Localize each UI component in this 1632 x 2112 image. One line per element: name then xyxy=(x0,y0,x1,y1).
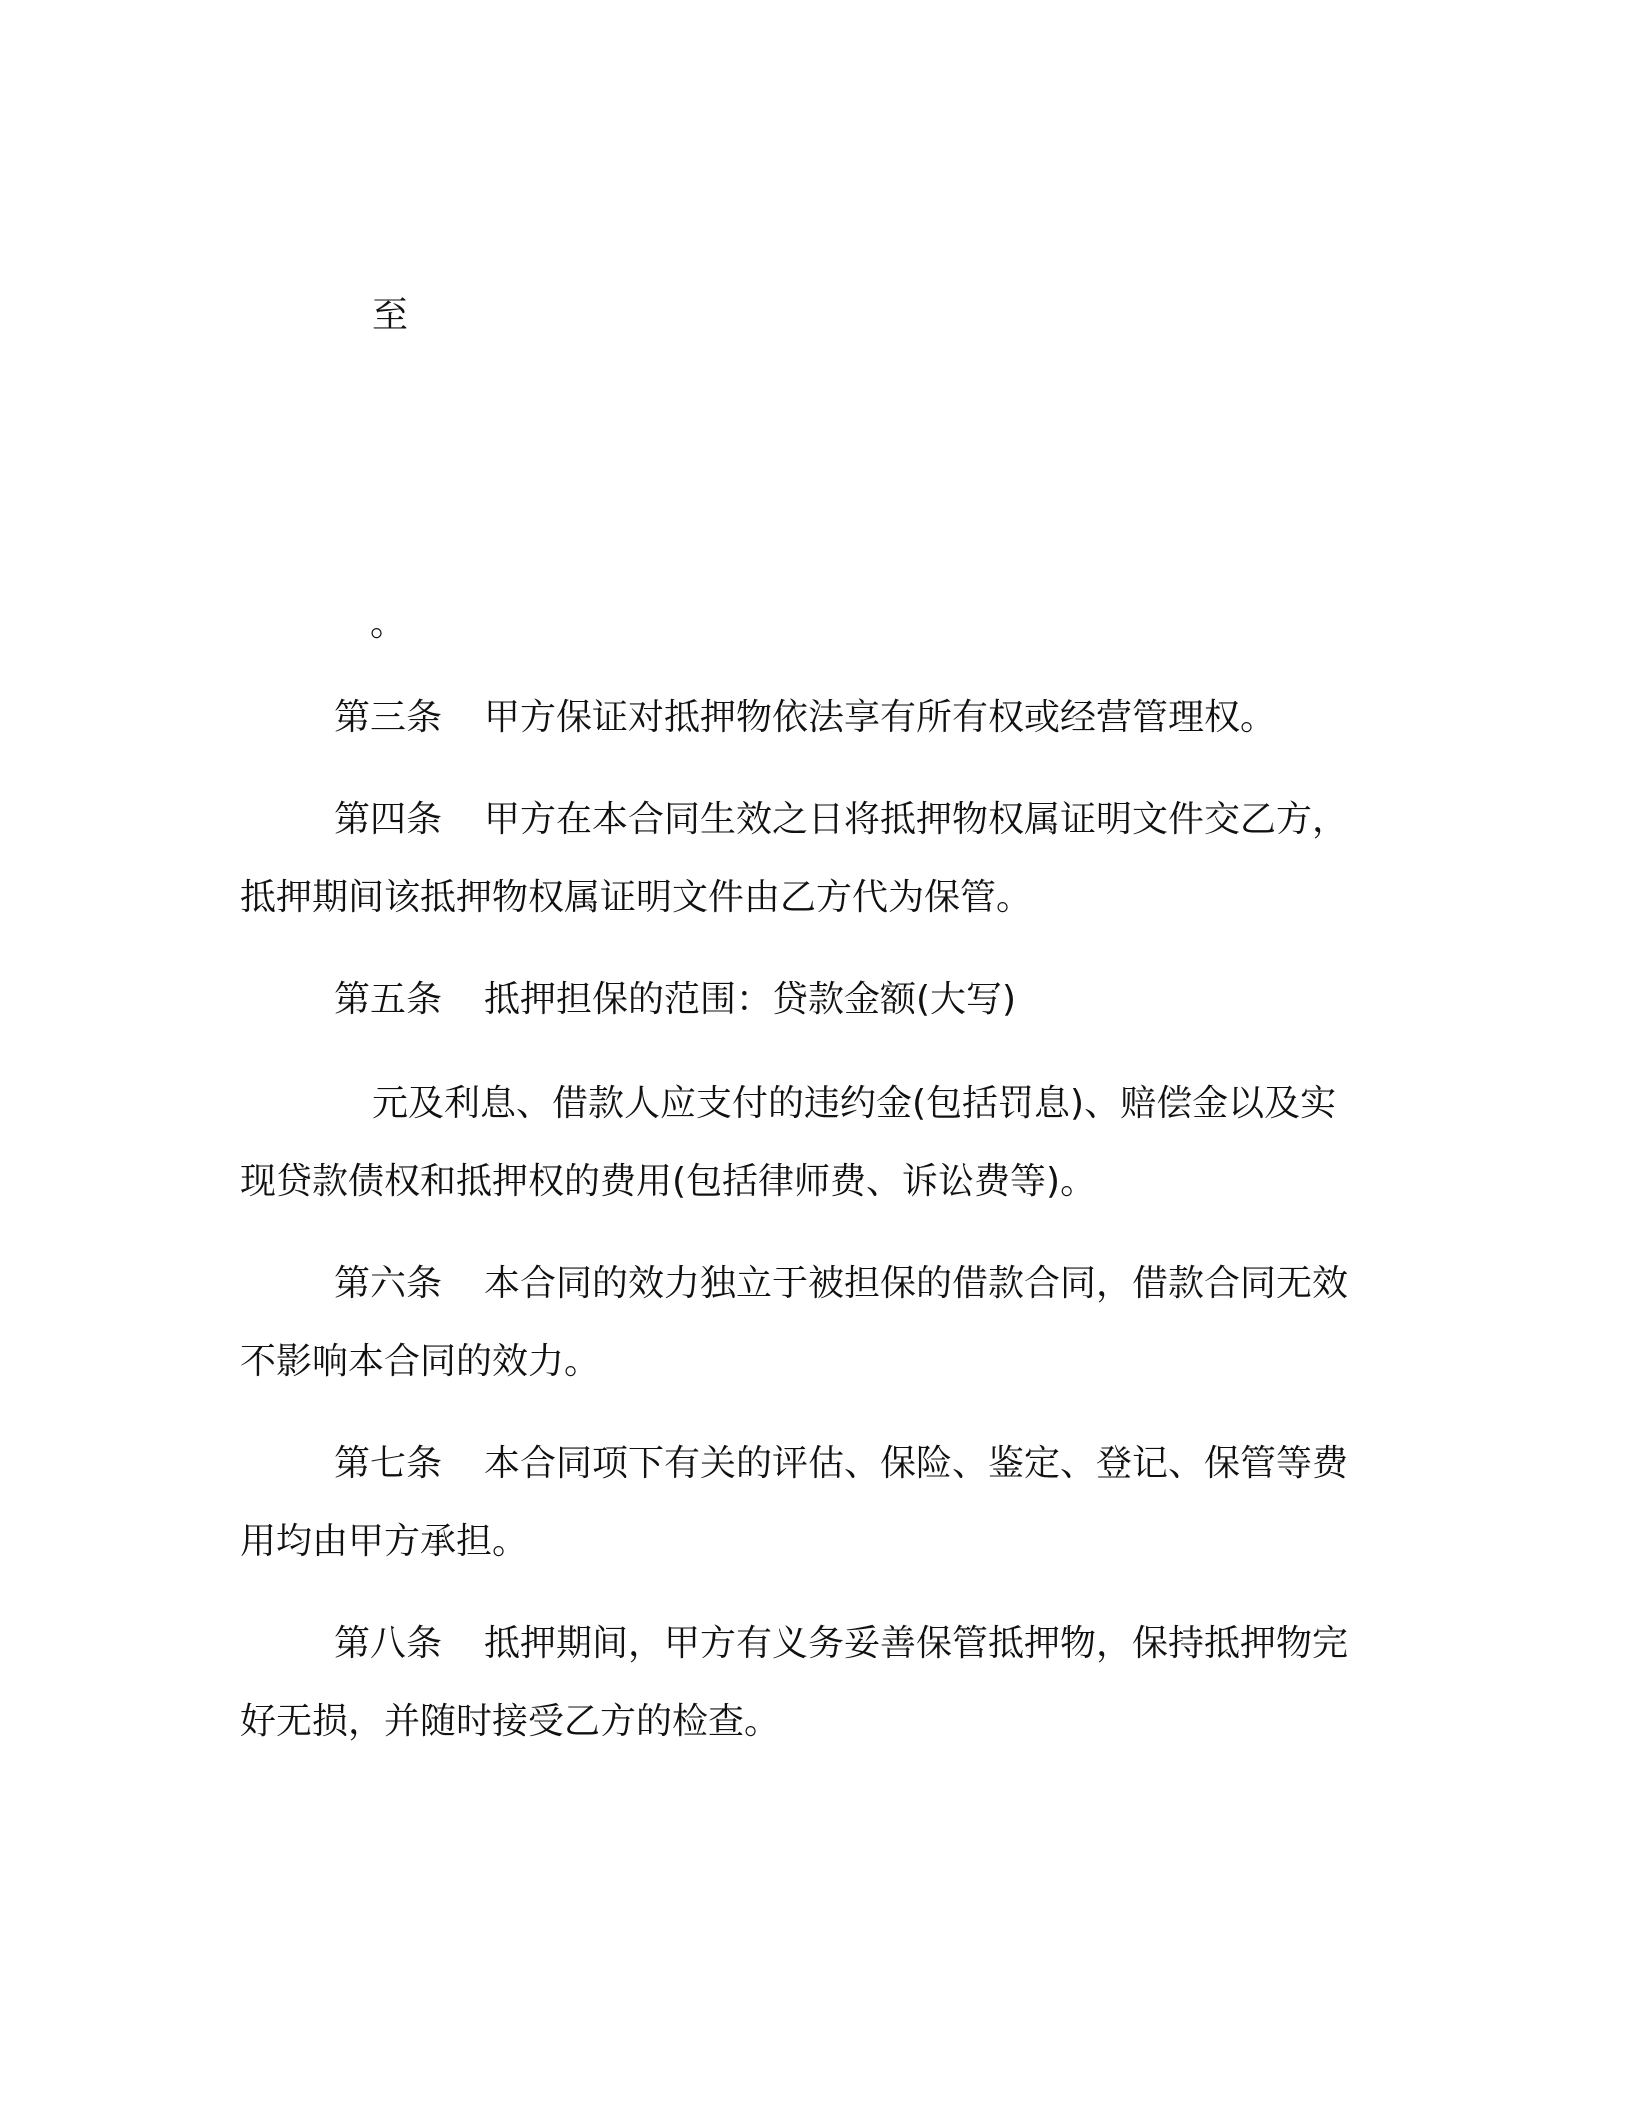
article-4-line-2: 抵押期间该抵押物权属证明文件由乙方代为保管。 xyxy=(240,877,1033,918)
article-4-heading: 第四条 xyxy=(334,799,443,840)
fragment-to: 至 xyxy=(372,295,409,336)
article-3-line-1: 甲方保证对抵押物依法享有所有权或经营管理权。 xyxy=(484,697,1277,738)
article-7-heading: 第七条 xyxy=(334,1443,443,1484)
article-6-line-1: 本合同的效力独立于被担保的借款合同，借款合同无效 xyxy=(484,1263,1349,1304)
article-8-heading: 第八条 xyxy=(334,1623,443,1664)
article-7-line-2: 用均由甲方承担。 xyxy=(240,1521,529,1562)
article-6-heading: 第六条 xyxy=(334,1263,443,1304)
article-8-line-2: 好无损，并随时接受乙方的检查。 xyxy=(240,1701,781,1742)
article-5-line-3: 现贷款债权和抵押权的费用(包括律师费、诉讼费等)。 xyxy=(240,1161,1097,1202)
article-6-line-2: 不影响本合同的效力。 xyxy=(240,1341,601,1382)
article-5-line-1: 抵押担保的范围：贷款金额(大写) xyxy=(484,979,1017,1020)
article-3-heading: 第三条 xyxy=(334,697,443,738)
article-5-heading: 第五条 xyxy=(334,979,443,1020)
article-5-line-2: 元及利息、借款人应支付的违约金(包括罚息)、赔偿金以及实 xyxy=(372,1083,1337,1124)
article-8-line-1: 抵押期间，甲方有义务妥善保管抵押物，保持抵押物完 xyxy=(484,1623,1349,1664)
article-4-line-1: 甲方在本合同生效之日将抵押物权属证明文件交乙方， xyxy=(484,799,1349,840)
fragment-period: 。 xyxy=(370,603,407,644)
article-7-line-1: 本合同项下有关的评估、保险、鉴定、登记、保管等费 xyxy=(484,1443,1349,1484)
